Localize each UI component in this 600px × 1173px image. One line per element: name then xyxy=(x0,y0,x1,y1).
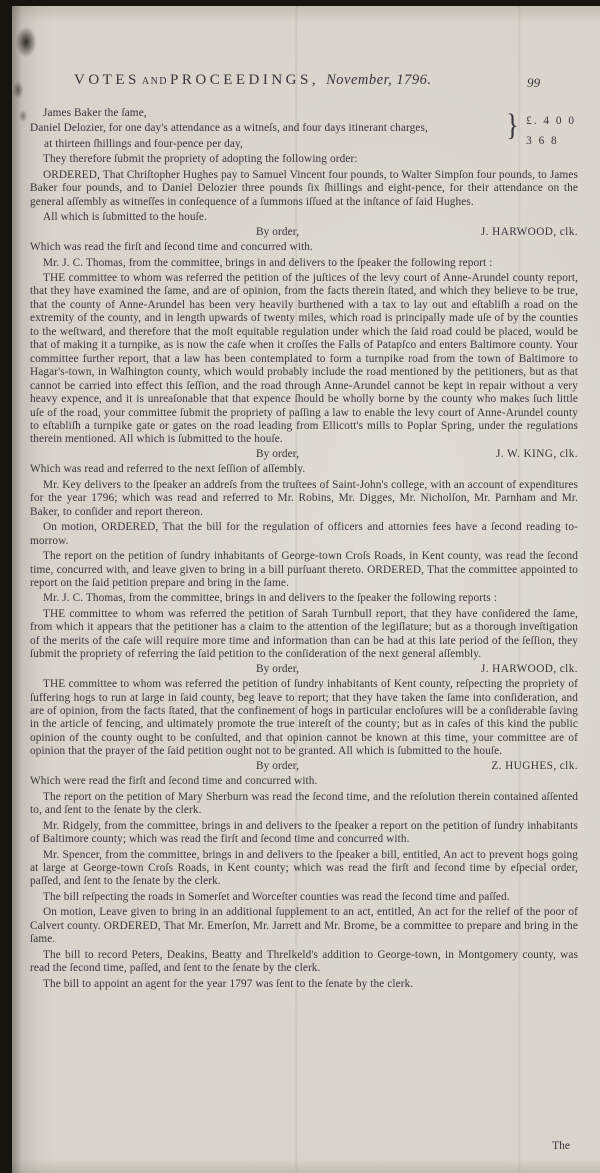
account-line: Daniel Delozier, for one day's attendance as a witneſs, and four days itinerant charges, xyxy=(30,122,428,135)
account-brace: } xyxy=(506,107,519,142)
account-line: at thirteen ſhillings and four-pence per day, xyxy=(44,137,243,150)
document-page xyxy=(12,6,600,1173)
page-content xyxy=(30,74,578,991)
paragraph: Mr. J. C. Thomas, from the committee, brings in and delivers to the ſpeaker the following report : xyxy=(43,256,493,269)
account-line: James Baker the ſame, xyxy=(43,107,147,119)
account-amount: 3 6 8 xyxy=(526,135,559,147)
account-amounts xyxy=(526,111,576,151)
byline xyxy=(30,448,578,461)
byline xyxy=(30,760,578,773)
account-block xyxy=(30,107,578,151)
paragraph: Which was read the firſt and ſecond time and concurred with. xyxy=(30,241,313,254)
page-header xyxy=(30,74,578,94)
paragraph: The report on the petition of ſundry inhabitants of George-town Croſs Roads, in Kent county, was read the ſecond time, concurred with, and leave given to bring in a bill purſuant thereto. ORDERED, That the committee appointed to report on the ſaid petition prepare and bring in the ſame. xyxy=(30,550,578,589)
paragraph: The bill to record Peters, Deakins, Beatty and Threlkeld's addition to George-town, in Montgomery county, was read the ſecond time, paſſed, and ſent to the ſenate by the clerk. xyxy=(30,948,578,975)
paragraph: Mr. Ridgely, from the committee, brings in and delivers to the ſpeaker a report on the petition of ſundry inhabitants of Baltimore county; which was read the firſt and ſecond time and concurred with. xyxy=(30,819,578,846)
title-and: AND xyxy=(141,76,169,87)
byline-order: By order, xyxy=(256,225,300,238)
paragraph: THE committee to whom was referred the petition of the juſtices of the levy court of Anne-Arundel county report, that they have examined the ſame, and are of opinion, from the facts therein ſtated, and which they believe to be true, that the county of Anne-Arundel has been very heavily burthened with a tax to lay out and eſtabliſh a road on the extremity of the county, and in length upwards of twenty miles, which road is principally made uſe of by the counties to the weſtward, and therefore that the moſt equitable regulation under which the ſaid road could be placed, would be that of making it a turnpike, as is now the caſe when it croſſes the Falls of Patapſco and enters Baltimore county. Your committee further report, that a law has been contemplated to form a turnpike road from the town of Baltimore to Hagar's-town, in Waſhington county, which would probably include the road mentioned by the petitioners, but as that cannot be carried into effect this ſeſſion, and the road through Anne-Arundel cannot be kept in repair without a very heavy expence, and it is unreaſonable that that expence ſhould be wholly borne by the county who makes ſuch little uſe of the road, your committee ſubmit the propriety of paſſing a law to enable the levy court of Anne-Arundel county to eſtabliſh a turnpike gate or gates on the road leading from Ellicott's mills to Poplar Spring, under the regulations therein mentioned. All which is ſubmitted to the houſe. xyxy=(30,271,578,446)
paragraph: The report on the petition of Mary Sherburn was read the ſecond time, and the reſolution therein contained aſſented to, and ſent to the ſenate by the clerk. xyxy=(30,790,578,817)
byline-order: By order, xyxy=(256,662,300,675)
paragraph: Mr. J. C. Thomas, from the committee, brings in and delivers to the ſpeaker the following reports : xyxy=(43,592,497,605)
account-amount: £. 4 0 0 xyxy=(526,115,576,127)
document-title xyxy=(74,74,432,88)
paragraph: Mr. Spencer, from the committee, brings in and delivers to the ſpeaker a bill, entitled, An act to prevent hogs going at large at George-town Croſs Roads, in Kent county; which was read the firſt and ſecond time by eſpecial order, paſſed, and ſent to the ſenate by the clerk. xyxy=(30,848,578,888)
paragraph: THE committee to whom was referred the petition of Sarah Turnbull report, that they have conſidered the ſame, from which it appears that the petitioner has a claim to the attention of the legiſlature; but as a thorough inveſtigation of the merits of the caſe will require more time and information than can be had at this late period of the ſeſſion, they ſubmit the propriety of referring the ſaid petition to the conſideration of the next general aſſembly. xyxy=(30,607,578,661)
paragraph: They therefore ſubmit the propriety of adopting the following order: xyxy=(43,153,358,166)
catchword: The xyxy=(552,1140,570,1152)
paragraph: Which was read and referred to the next ſeſſion of aſſembly. xyxy=(30,463,306,476)
text-blocks xyxy=(30,153,578,991)
byline-order: By order, xyxy=(256,759,300,772)
paragraph: On motion, ORDERED, That the bill for the regulation of officers and attornies fees have a ſecond reading to-morrow. xyxy=(30,521,578,547)
byline xyxy=(30,663,578,676)
paragraph: ORDERED, That Chriſtopher Hughes pay to Samuel Vincent four pounds, to Walter Simpſon four pounds, to James Baker four pounds, and to Daniel Delozier three pounds ſix ſhillings and eight-pence, for their attendance on the general aſſembly as witneſſes in conſequence of a ſummons iſſued at the inſtance of ſaid Hughes. xyxy=(30,168,578,208)
page-number: 99 xyxy=(527,75,541,90)
byline-signature: J. HARWOOD, clk. xyxy=(480,662,578,675)
paragraph: Mr. Key delivers to the ſpeaker an addreſs from the truſtees of Saint-John's college, with an account of expenditures for the year 1796; which was read and referred to Mr. Robins, Mr. Digges, Mr. Nicholſon, Mr. Parnham and Mr. Baker, to conſider and report thereon. xyxy=(30,478,578,518)
paragraph: The bill to appoint an agent for the year 1797 was ſent to the ſenate by the clerk. xyxy=(43,977,414,990)
paragraph: On motion, Leave given to bring in an additional ſupplement to an act, entitled, An act for the relief of the poor of Calvert county. ORDERED, That Mr. Emerſon, Mr. Jarrett and Mr. Brome, be a committee to prepare and bring in the ſame. xyxy=(30,906,578,946)
paragraph: THE committee to whom was referred the petition of ſundry inhabitants of Kent county, reſpecting the propriety of ſuffering hogs to run at large in ſaid county, beg leave to report; that they have taken the ſame into conſideration, and are of opinion, from the facts ſtated, that the confinement of hogs in particular encloſures will be a conſiderable ſaving in the article of fencing, and ultimately promote the true intereſt of the county; but as in caſes of this kind the public opinion of the county ought to be conſulted, and that opinion cannot be known at this time, your committee are of opinion that the prayer of the ſaid petition ought not to be granted. All which is ſubmitted to the houſe. xyxy=(30,678,578,758)
title-votes: VOTES xyxy=(74,72,140,88)
title-date: November, 1796. xyxy=(326,72,432,88)
paragraph: The bill reſpecting the roads in Somerſet and Worceſter counties was read the ſecond time and paſſed. xyxy=(43,890,510,903)
title-proceedings: PROCEEDINGS, xyxy=(170,72,320,88)
byline-order: By order, xyxy=(256,447,300,460)
byline-signature: J. W. KING, clk. xyxy=(495,447,578,460)
byline-signature: Z. HUGHES, clk. xyxy=(491,759,578,772)
paragraph: Which were read the firſt and ſecond time and concurred with. xyxy=(30,775,318,788)
byline-signature: J. HARWOOD, clk. xyxy=(480,225,578,238)
byline xyxy=(30,226,578,239)
paragraph: All which is ſubmitted to the houſe. xyxy=(43,211,207,224)
